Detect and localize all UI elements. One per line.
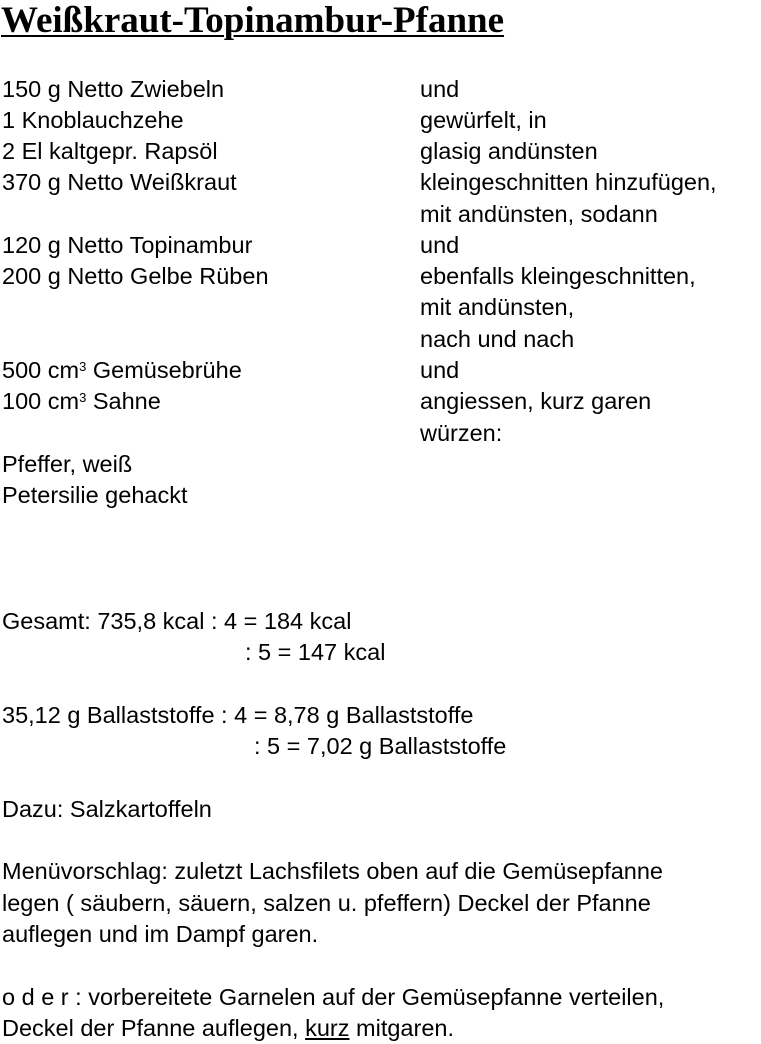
- menu-suggestion-line: legen ( säubern, säuern, salzen u. pfeffern) Deckel der Pfanne: [2, 890, 651, 916]
- ingredient-step: kleingeschnitten hinzufügen,: [420, 169, 717, 195]
- ingredient-step: nach und nach: [420, 326, 575, 352]
- ingredient-step: angiessen, kurz garen: [420, 388, 652, 414]
- emphasis-text: kurz: [305, 1015, 350, 1041]
- ingredient-amount: 1 Knoblauchzehe: [2, 107, 184, 133]
- alternative-line: [2, 1013, 454, 1044]
- ingredient-amount: 2 El kaltgepr. Rapsöl: [2, 138, 218, 164]
- ingredient-amount: [2, 386, 161, 417]
- cubic-exponent: 3: [79, 390, 87, 405]
- recipe-title: Weißkraut-Topinambur-Pfanne: [1, 0, 505, 41]
- ingredient-amount: 120 g Netto Topinambur: [2, 232, 253, 258]
- cubic-exponent: 3: [79, 359, 87, 374]
- alternative-text: Deckel der Pfanne auflegen,: [2, 1015, 306, 1041]
- alternative-line: o d e r : vorbereitete Garnelen auf der Gemüsepfanne verteilen,: [2, 984, 665, 1010]
- kcal-per-five: : 5 = 147 kcal: [245, 639, 386, 665]
- alternative-text: mitgaren.: [349, 1015, 454, 1041]
- amount-value: 500 cm: [2, 357, 80, 383]
- menu-suggestion-line: Menüvorschlag: zuletzt Lachsfilets oben auf die Gemüsepfanne: [2, 858, 664, 884]
- ingredient-step: glasig andünsten: [420, 138, 598, 164]
- ingredient-step: und: [420, 76, 460, 102]
- kcal-total: Gesamt: 735,8 kcal : 4 = 184 kcal: [2, 608, 352, 634]
- fiber-total: 35,12 g Ballaststoffe : 4 = 8,78 g Ballaststoffe: [2, 702, 474, 728]
- amount-value: 100 cm: [2, 388, 80, 414]
- ingredient-amount: 370 g Netto Weißkraut: [2, 169, 237, 195]
- ingredient-step: würzen:: [420, 420, 503, 446]
- ingredient-step: mit andünsten, sodann: [420, 201, 658, 227]
- ingredient-amount: 150 g Netto Zwiebeln: [2, 76, 225, 102]
- ingredient-step: mit andünsten,: [420, 294, 575, 320]
- amount-ingredient: Sahne: [86, 388, 161, 414]
- side-dish: Dazu: Salzkartoffeln: [2, 796, 212, 822]
- ingredient-step: ebenfalls kleingeschnitten,: [420, 263, 696, 289]
- ingredient-step: und: [420, 232, 460, 258]
- ingredient-amount: 200 g Netto Gelbe Rüben: [2, 263, 269, 289]
- ingredient-amount: [2, 355, 242, 386]
- menu-suggestion-line: auflegen und im Dampf garen.: [2, 921, 319, 947]
- amount-ingredient: Gemüsebrühe: [86, 357, 242, 383]
- ingredient-step: und: [420, 357, 460, 383]
- fiber-per-five: : 5 = 7,02 g Ballaststoffe: [254, 733, 507, 759]
- ingredient-step: gewürfelt, in: [420, 107, 547, 133]
- ingredient-amount: Pfeffer, weiß: [2, 451, 133, 477]
- ingredient-amount: Petersilie gehackt: [2, 482, 188, 508]
